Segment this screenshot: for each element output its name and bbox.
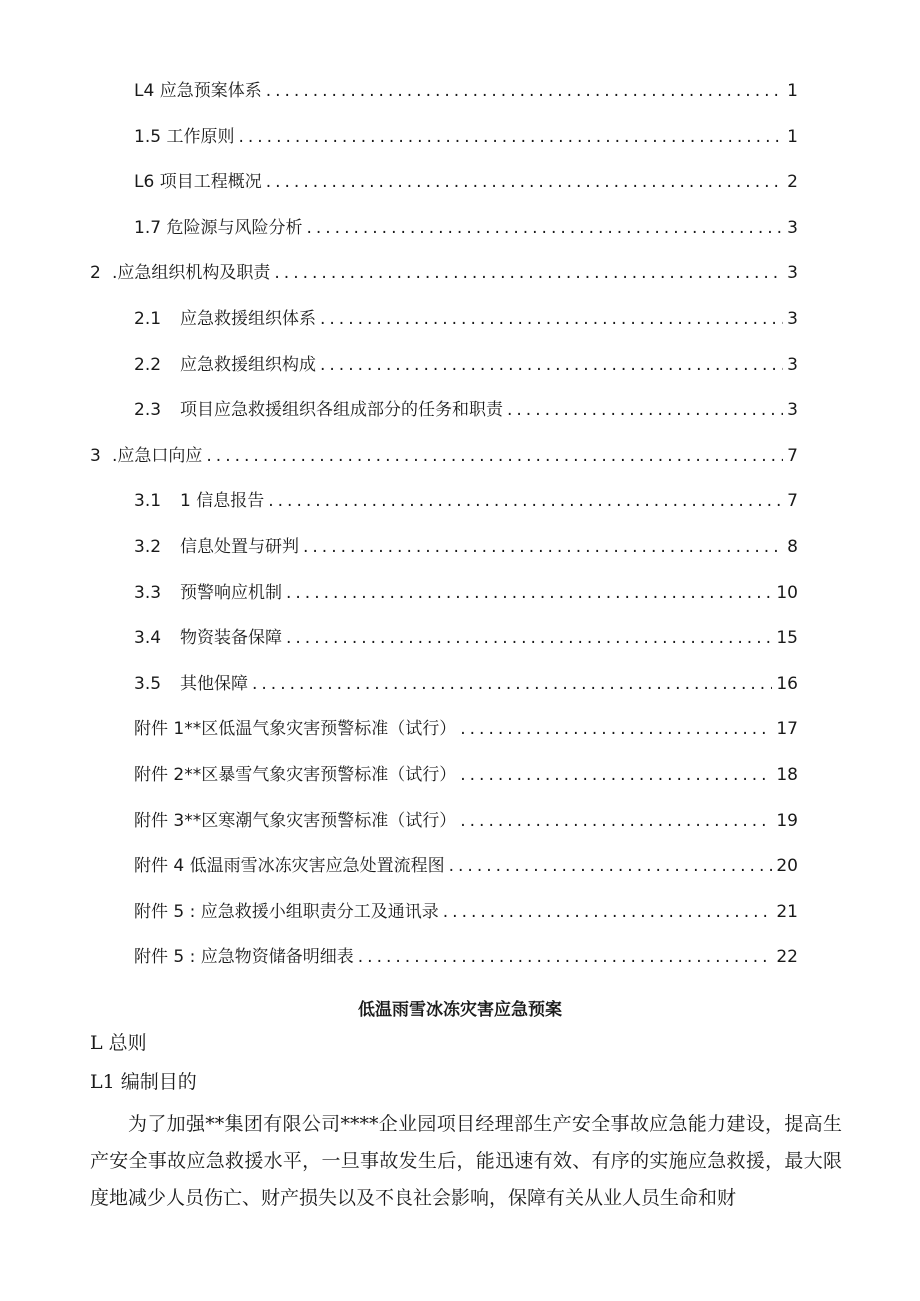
toc-entry-title: 附件 3**区寒潮气象灾害预警标准（试行） — [134, 810, 457, 831]
toc-entry-title: L6 项目工程概况 — [134, 172, 262, 193]
toc-entry-number: 3 — [90, 445, 101, 466]
toc-entry-page: 20 — [776, 856, 798, 877]
toc-entry — [90, 441, 798, 471]
toc-entry — [134, 213, 798, 243]
toc-entry — [134, 532, 798, 562]
toc-entry-page: 2 — [787, 172, 798, 193]
toc-entry-page: 17 — [776, 719, 798, 740]
toc-dot-leader — [507, 395, 783, 425]
toc-dot-leader — [286, 578, 772, 608]
toc-dot-leader — [460, 806, 772, 836]
toc-entry-page: 3 — [787, 217, 798, 238]
toc-dot-leader — [274, 258, 783, 288]
toc-dot-leader — [320, 304, 783, 334]
toc-entry-page: 3 — [787, 354, 798, 375]
toc-entry-title: 应急救援组织构成 — [180, 354, 316, 375]
toc-entry-number: 2 — [90, 263, 101, 284]
toc-entry-title: 1 信息报告 — [180, 491, 265, 512]
toc-entry — [134, 806, 798, 836]
toc-dot-leader — [358, 942, 773, 972]
toc-dot-leader — [460, 760, 772, 790]
toc-entry — [134, 486, 798, 516]
subsection-heading: L1 编制目的 — [90, 1071, 197, 1093]
toc-entry — [134, 76, 798, 106]
toc-entry-page: 3 — [787, 263, 798, 284]
toc-dot-leader — [320, 350, 783, 380]
toc-entry-title: 信息处置与研判 — [180, 537, 299, 557]
toc-entry — [134, 304, 798, 334]
toc-entry-title: 应急救援组织体系 — [180, 309, 316, 329]
toc-dot-leader — [266, 167, 783, 197]
toc-dot-leader — [238, 122, 783, 152]
toc-entry-page: 16 — [776, 673, 798, 694]
toc-entry-title: 1.7 危险源与风险分析 — [134, 217, 303, 238]
toc-entry-page: 15 — [776, 628, 798, 649]
toc-entry-title: 其他保障 — [180, 673, 248, 694]
toc-entry-title: 项目应急救援组织各组成部分的任务和职责 — [180, 400, 503, 421]
toc-entry-page: 22 — [776, 947, 798, 968]
toc-entry — [90, 258, 798, 288]
toc-entry-title: L4 应急预案体系 — [134, 81, 262, 101]
toc-entry — [134, 714, 798, 744]
toc-entry — [134, 897, 798, 927]
toc-entry — [134, 623, 798, 653]
toc-entry-page: 7 — [787, 491, 798, 512]
toc-entry-page: 1 — [787, 126, 798, 147]
document-title: 低温雨雪冰冻灾害应急预案 — [358, 1000, 562, 1020]
toc-entry-page: 10 — [776, 582, 798, 603]
toc-dot-leader — [266, 76, 783, 106]
toc-dot-leader — [252, 669, 772, 699]
toc-entry — [134, 942, 798, 972]
toc-entry-page: 3 — [787, 400, 798, 421]
toc-entry-title: 附件 5 : 应急物资储备明细表 — [134, 947, 354, 968]
toc-entry-number: 2.3 — [134, 400, 162, 421]
toc-entry — [134, 851, 798, 881]
section-heading: L 总则 — [90, 1032, 147, 1054]
toc-entry-title: .应急口向应 — [112, 445, 203, 466]
toc-dot-leader — [460, 714, 772, 744]
toc-dot-leader — [443, 897, 773, 927]
toc-entry — [134, 578, 798, 608]
toc-dot-leader — [286, 623, 772, 653]
toc-dot-leader — [306, 213, 783, 243]
toc-entry — [134, 760, 798, 790]
toc-entry — [134, 122, 798, 152]
toc-entry-number: 3.5 — [134, 673, 162, 694]
toc-entry-title: .应急组织机构及职责 — [112, 263, 271, 284]
toc-entry-title: 附件 2**区暴雪气象灾害预警标准（试行） — [134, 765, 457, 785]
toc-entry-title: 预警响应机制 — [180, 582, 282, 603]
toc-entry-page: 19 — [776, 810, 798, 831]
toc-entry-number: 3.3 — [134, 582, 162, 603]
toc-dot-leader — [449, 851, 773, 881]
toc-dot-leader — [206, 441, 783, 471]
toc-entry-page: 3 — [787, 309, 798, 329]
toc-entry — [134, 350, 798, 380]
body-paragraph: 为了加强**集团有限公司****企业园项目经理部生产安全事故应急能力建设，提高生产安全事故应急救援水平，一旦事故发生后，能迅速有效、有序的实施应急救援，最大限度地减少人员伤亡、财产损失以及不良社会影响，保障有关从业人员生命和财 — [90, 1113, 842, 1209]
toc-entry — [134, 395, 798, 425]
toc-entry-page: 8 — [787, 537, 798, 557]
toc-entry-page: 1 — [787, 81, 798, 101]
toc-entry-number: 2.2 — [134, 354, 162, 375]
toc-entry-number: 3.2 — [134, 537, 162, 557]
toc-entry-number: 2.1 — [134, 309, 162, 329]
toc-entry-number: 3.1 — [134, 491, 162, 512]
toc-entry-title: 附件 5 : 应急救援小组职责分工及通讯录 — [134, 901, 439, 922]
toc-entry-title: 附件 1**区低温气象灾害预警标准（试行） — [134, 719, 457, 740]
toc-entry-page: 7 — [787, 445, 798, 466]
toc-entry-number: 3.4 — [134, 628, 162, 649]
toc-entry-page: 21 — [776, 901, 798, 922]
toc-entry-title: 物资装备保障 — [180, 628, 282, 649]
toc-dot-leader — [303, 532, 783, 562]
toc-dot-leader — [268, 486, 783, 516]
toc-entry-title: 附件 4 低温雨雪冰冻灾害应急处置流程图 — [134, 856, 445, 877]
toc-entry-page: 18 — [776, 765, 798, 785]
toc-entry — [134, 167, 798, 197]
toc-entry-title: 1.5 工作原则 — [134, 126, 235, 147]
toc-entry — [134, 669, 798, 699]
